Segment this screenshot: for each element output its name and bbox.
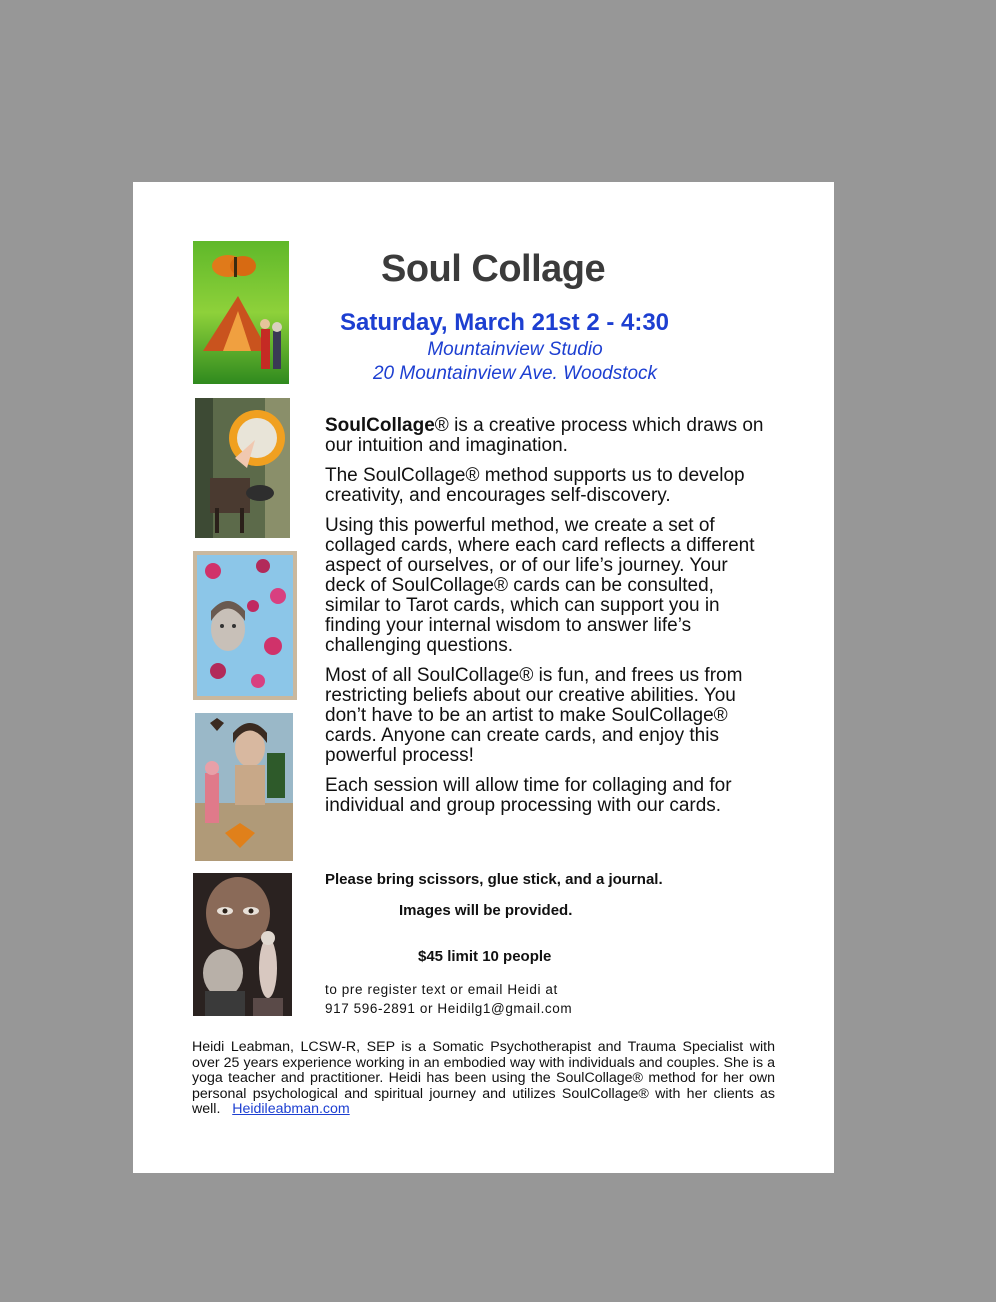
butterfly-tent-collage-image (193, 241, 289, 384)
paragraph-intro (325, 416, 765, 456)
event-date: Saturday, March 21st 2 - 4:30 (340, 309, 670, 336)
images-note: Images will be provided. (399, 902, 573, 919)
page-title: Soul Collage (381, 248, 606, 290)
venue-name: Mountainview Studio (427, 339, 603, 360)
register-line-2: 917 596-2891 or Heidilg1@gmail.com (325, 1001, 573, 1016)
bio-website-link[interactable]: Heidileabman.com (232, 1101, 350, 1117)
paragraph-cards: Using this powerful method, we create a set of collaged cards, where each card reflects a different aspect of ourselves, or of our life’s journey. Your deck of SoulCollage® cards can be consulted, similar to Tarot cards, which can support you in finding your internal wisdom to answer life’s challenging questions. (325, 515, 755, 656)
brand-name: SoulCollage (325, 415, 435, 436)
register-line-1: to pre register text or email Heidi at (325, 982, 558, 997)
paragraph-fun: Most of all SoulCollage® is fun, and frees us from restricting beliefs about our creative abilities. You don’t have to be an artist to make SoulCollage® cards. Anyone can create cards, and enjoy this powerful process! (325, 665, 743, 766)
paragraph-session: Each session will allow time for collaging and for individual and group processing with our cards. (325, 775, 732, 816)
bring-note: Please bring scissors, glue stick, and a journal. (325, 871, 663, 888)
figure-butterfly-collage-image (195, 713, 293, 861)
paragraph-intro-text: ® is a creative process which draws on our intuition and imagination. (325, 415, 764, 456)
flyer-page (133, 182, 834, 1173)
bio (192, 1040, 775, 1118)
description (325, 416, 765, 826)
venue-address: 20 Mountainview Ave. Woodstock (372, 363, 658, 384)
bio-text: Heidi Leabman, LCSW-R, SEP is a Somatic Psychotherapist and Trauma Specialist with over 25 years experience working in an embodied way with individuals and couples. She is a yoga teacher and practitioner. Heidi has been using the SoulCollage® method for her own personal psychological and spiritual journey and utilizes SoulCollage® with her clients as well. (192, 1039, 775, 1117)
price-line: $45 limit 10 people (418, 948, 552, 965)
floral-face-collage-image (193, 551, 297, 700)
paragraph-method: The SoulCollage® method supports us to develop creativity, and encourages self-discovery. (325, 465, 745, 506)
faces-portrait-collage-image (193, 873, 292, 1016)
orb-chair-collage-image (195, 398, 290, 538)
